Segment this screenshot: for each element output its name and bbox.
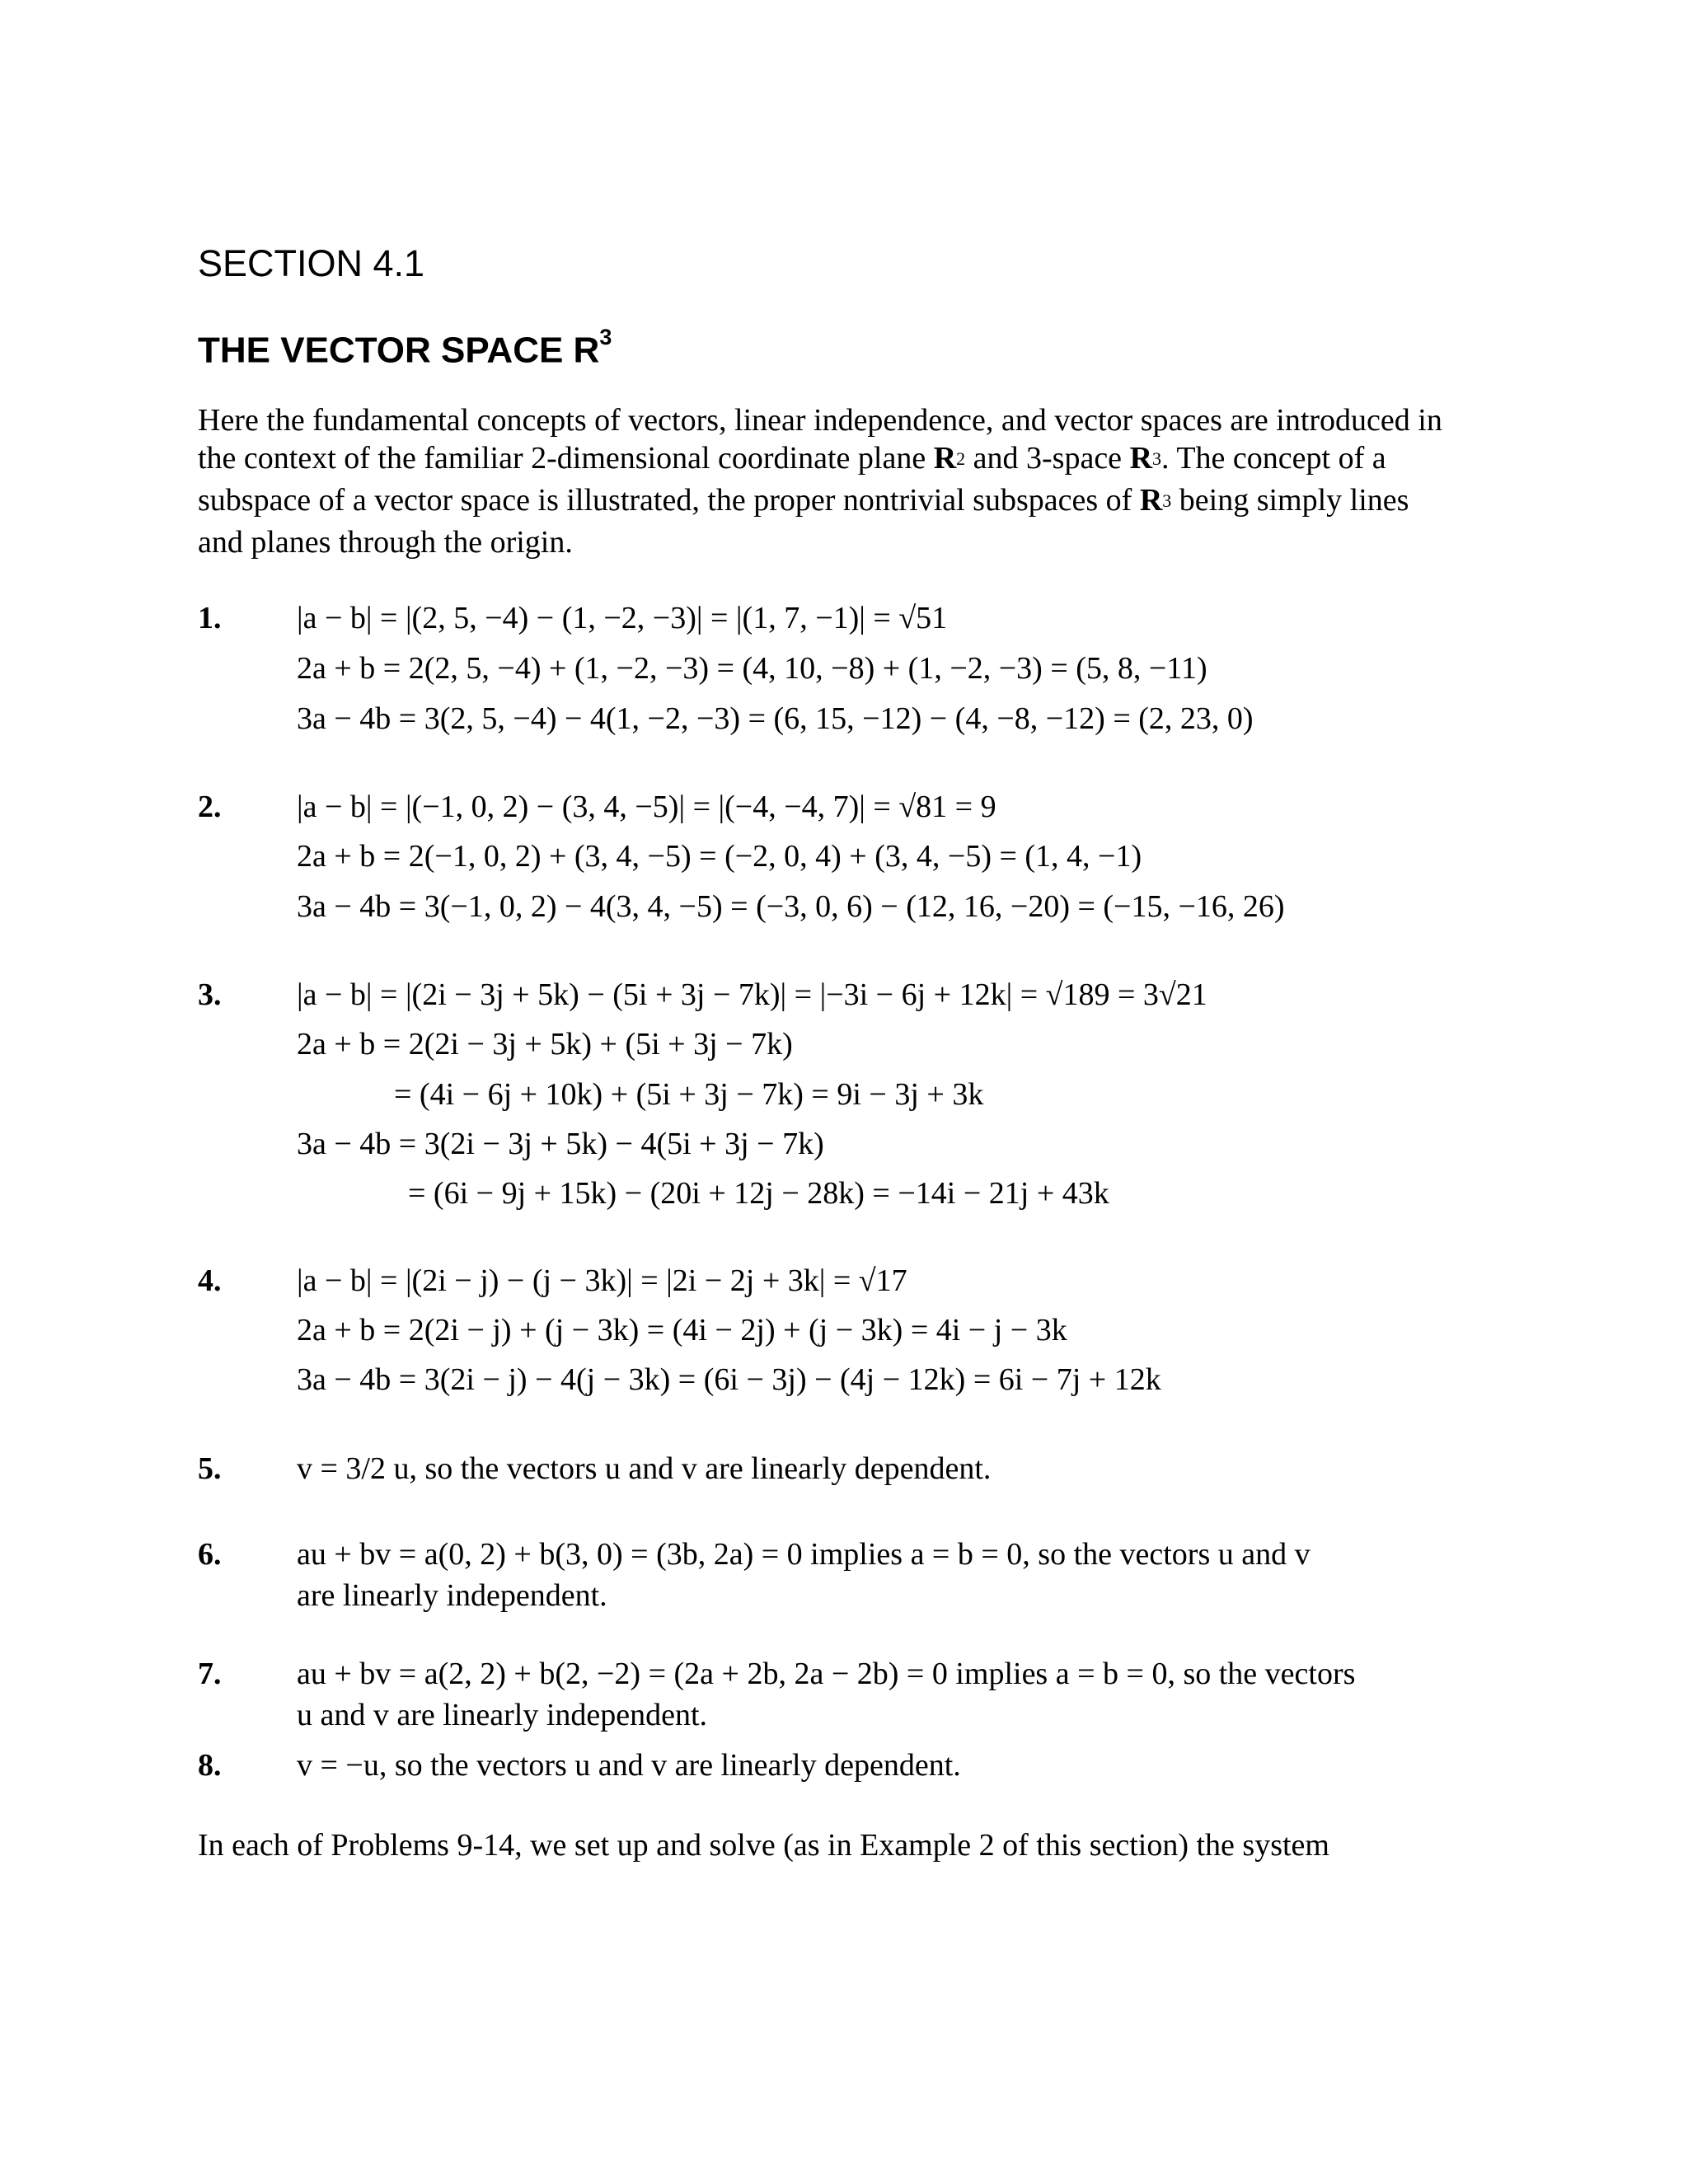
intro-text: . The concept of a — [1161, 441, 1386, 476]
problem-number: 8. — [198, 1748, 222, 1783]
intro-superscript: 3 — [1152, 448, 1162, 469]
intro-line-2 — [198, 439, 1484, 481]
equation-line: 3a − 4b = 3(−1, 0, 2) − 4(3, 4, −5) = (−3, 0, 6) − (12, 16, −20) = (−15, −16, 26) — [297, 889, 1285, 924]
intro-symbol: R — [1129, 441, 1153, 476]
solution-line: v = 3/2 u, so the vectors u and v are linearly dependent. — [297, 1451, 992, 1486]
problem-number: 7. — [198, 1657, 222, 1691]
equation-line: |a − b| = |(−1, 0, 2) − (3, 4, −5)| = |(−4, −4, 7)| = √81 = 9 — [297, 790, 996, 824]
equation-line: 3a − 4b = 3(2i − j) − 4(j − 3k) = (6i − 3j) − (4j − 12k) = 6i − 7j + 12k — [297, 1362, 1161, 1397]
equation-line: 2a + b = 2(2i − 3j + 5k) + (5i + 3j − 7k) — [297, 1027, 793, 1062]
problem-number: 2. — [198, 790, 222, 824]
solution-line: u and v are linearly independent. — [297, 1698, 708, 1732]
title-superscript: 3 — [599, 325, 612, 349]
equation-line: 2a + b = 2(−1, 0, 2) + (3, 4, −5) = (−2, 0, 4) + (3, 4, −5) = (1, 4, −1) — [297, 839, 1142, 874]
equation-line: 2a + b = 2(2i − j) + (j − 3k) = (4i − 2j) + (j − 3k) = 4i − j − 3k — [297, 1313, 1067, 1347]
intro-superscript: 2 — [956, 448, 966, 469]
intro-line-3 — [198, 481, 1484, 523]
equation-line: |a − b| = |(2i − j) − (j − 3k)| = |2i − 2j + 3k| = √17 — [297, 1263, 907, 1298]
solution-line: are linearly independent. — [297, 1578, 607, 1613]
problem-number: 6. — [198, 1537, 222, 1572]
problem-number: 4. — [198, 1263, 222, 1298]
equation-line: |a − b| = |(2, 5, −4) − (1, −2, −3)| = |(1, 7, −1)| = √51 — [297, 601, 948, 635]
solution-line: au + bv = a(2, 2) + b(2, −2) = (2a + 2b, 2a − 2b) = 0 implies a = b = 0, so the vectors — [297, 1657, 1356, 1691]
equation-line: = (6i − 9j + 15k) − (20i + 12j − 28k) = −14i − 21j + 43k — [408, 1176, 1109, 1211]
equation-line: 3a − 4b = 3(2, 5, −4) − 4(1, −2, −3) = (6, 15, −12) − (4, −8, −12) = (2, 23, 0) — [297, 701, 1254, 736]
intro-symbol: R — [1139, 483, 1163, 518]
intro-text: the context of the familiar 2-dimensional coordinate plane — [198, 441, 934, 476]
page-title — [198, 317, 612, 376]
equation-line: 2a + b = 2(2, 5, −4) + (1, −2, −3) = (4, 10, −8) + (1, −2, −3) = (5, 8, −11) — [297, 651, 1207, 686]
equation-line: = (4i − 6j + 10k) + (5i + 3j − 7k) = 9i − 3j + 3k — [394, 1077, 984, 1112]
solution-line: v = −u, so the vectors u and v are linearly dependent. — [297, 1748, 961, 1783]
equation-line: |a − b| = |(2i − 3j + 5k) − (5i + 3j − 7k)| = |−3i − 6j + 12k| = √189 = 3√21 — [297, 977, 1207, 1012]
intro-symbol: R — [933, 441, 957, 476]
section-label: SECTION 4.1 — [198, 242, 425, 284]
equation-line: 3a − 4b = 3(2i − 3j + 5k) − 4(5i + 3j − 7k) — [297, 1127, 824, 1161]
problem-number: 3. — [198, 977, 222, 1012]
title-text: THE VECTOR SPACE R — [198, 330, 600, 371]
intro-text: and 3-space — [965, 441, 1130, 476]
intro-text: being simply lines — [1171, 483, 1409, 518]
solution-line: au + bv = a(0, 2) + b(3, 0) = (3b, 2a) = 0 implies a = b = 0, so the vectors u and v — [297, 1537, 1311, 1572]
problem-number: 1. — [198, 601, 222, 635]
intro-text: subspace of a vector space is illustrated, the proper nontrivial subspaces of — [198, 483, 1140, 518]
intro-line-4: and planes through the origin. — [198, 525, 573, 560]
closing-paragraph: In each of Problems 9-14, we set up and solve (as in Example 2 of this section) the system — [198, 1828, 1329, 1863]
intro-paragraph — [198, 401, 1484, 561]
intro-line-1: Here the fundamental concepts of vectors, linear independence, and vector spaces are introduced in — [198, 403, 1442, 438]
problem-number: 5. — [198, 1451, 222, 1486]
intro-superscript: 3 — [1162, 490, 1172, 511]
